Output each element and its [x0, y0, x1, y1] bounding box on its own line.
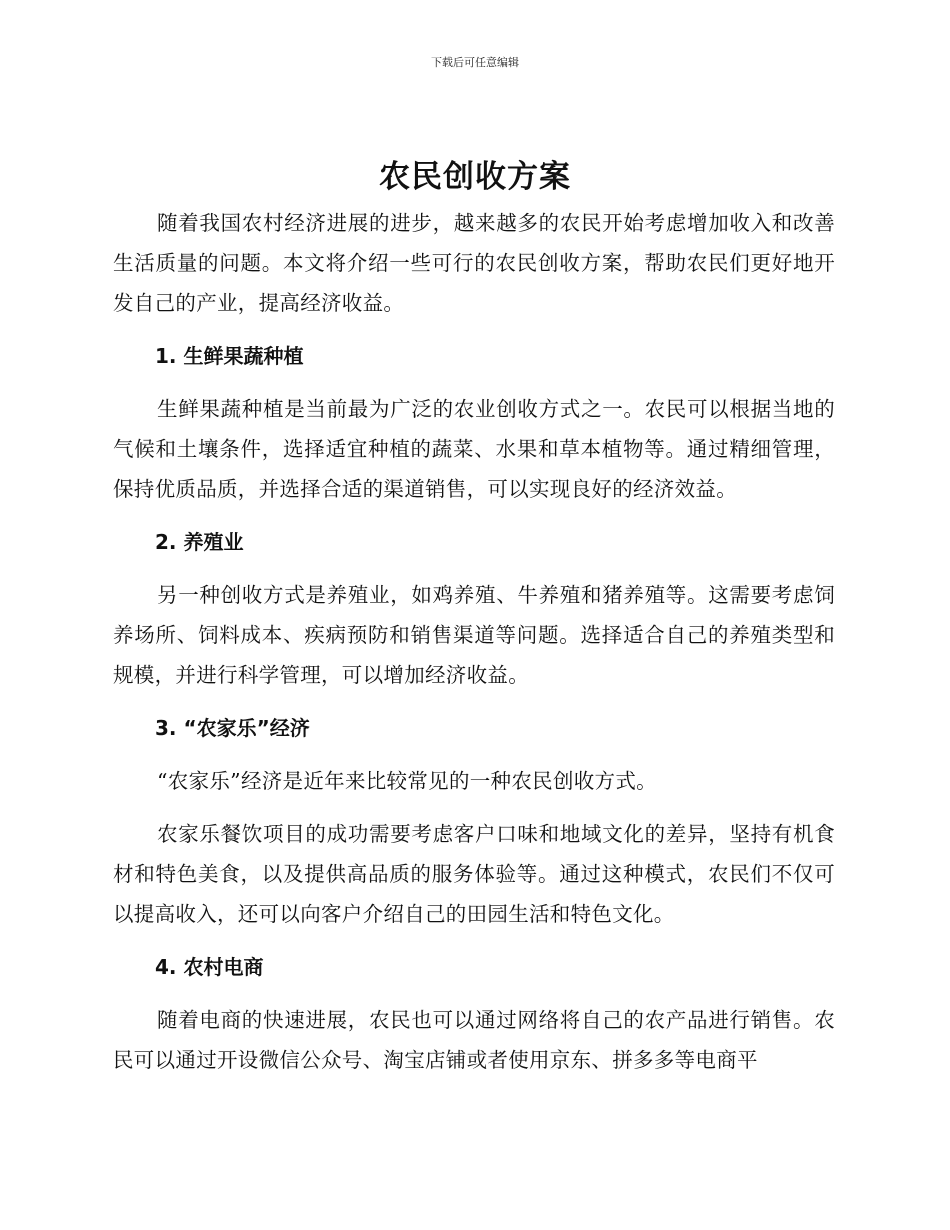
- section-4-paragraph-1: 随着电商的快速进展，农民也可以通过网络将自己的农产品进行销售。农民可以通过开设微信公众号、淘宝店铺或者使用京东、拼多多等电商平: [113, 1008, 835, 1072]
- section-heading-3: 3. “农家乐”经济: [155, 716, 310, 740]
- header-note: 下载后可任意编辑: [431, 56, 519, 69]
- section-heading-4: 4. 农村电商: [155, 955, 264, 979]
- section-heading-2: 2. 养殖业: [155, 530, 244, 554]
- section-3-paragraph-2: 农家乐餐饮项目的成功需要考虑客户口味和地域文化的差异，坚持有机食材和特色美食，以及提供高品质的服务体验等。通过这种模式，农民们不仅可以提高收入，还可以向客户介绍自己的田园生活和特色文化。: [113, 822, 835, 926]
- document-body: [113, 203, 835, 1080]
- section-2-paragraph-1: 另一种创收方式是养殖业，如鸡养殖、牛养殖和猪养殖等。这需要考虑饲养场所、饲料成本、疾病预防和销售渠道等问题。选择适合自己的养殖类型和规模，并进行科学管理，可以增加经济收益。: [113, 583, 835, 687]
- section-3-paragraph-1: “农家乐”经济是近年来比较常见的一种农民创收方式。: [157, 769, 657, 793]
- document-title: 农民创收方案: [379, 159, 571, 195]
- section-heading-1: 1. 生鲜果蔬种植: [155, 344, 304, 368]
- intro-paragraph: 随着我国农村经济进展的进步，越来越多的农民开始考虑增加收入和改善生活质量的问题。本文将介绍一些可行的农民创收方案，帮助农民们更好地开发自己的产业，提高经济收益。: [113, 211, 835, 315]
- section-1-paragraph-1: 生鲜果蔬种植是当前最为广泛的农业创收方式之一。农民可以根据当地的气候和土壤条件，选择适宜种植的蔬菜、水果和草本植物等。通过精细管理，保持优质品质，并选择合适的渠道销售，可以实现良好的经济效益。: [113, 397, 835, 501]
